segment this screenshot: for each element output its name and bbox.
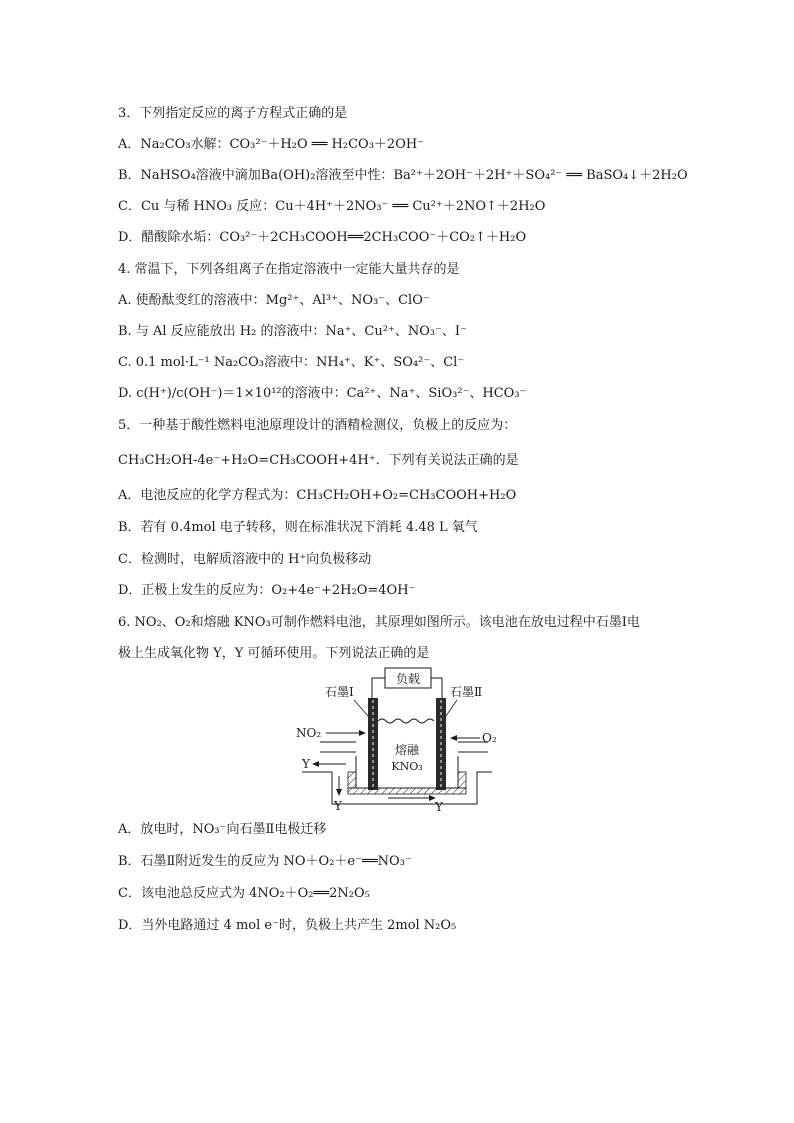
q4-option-d: D. c(H⁺)/c(OH⁻)＝1×10¹²的溶液中：Ca²⁺、Na⁺、SiO₃²⁻、HCO₃⁻ (118, 386, 527, 401)
gas-in-right-label: O₂ (482, 731, 497, 745)
wire-right (431, 678, 442, 698)
q5-stem: 5．一种基于酸性燃料电池原理设计的酒精检测仪，负极上的反应为： (118, 418, 517, 433)
load-label: 负载 (395, 672, 421, 686)
q4-option-c: C. 0.1 mol·L⁻¹ Na₂CO₃溶液中：NH₄⁺、K⁺、SO₄²⁻、Cl⁻ (118, 355, 465, 370)
hatch-bottom (348, 788, 466, 794)
q5-option-b: B．若有 0.4mol 电子转移，则在标准状况下消耗 4.48 L 氧气 (118, 520, 478, 535)
q5-option-a: A．电池反应的化学方程式为：CH₃CH₂OH+O₂=CH₃COOH+H₂O (118, 488, 517, 503)
electrode-left-leader (354, 700, 368, 716)
q6-stem-line2: 极上生成氧化物 Y，Y 可循环使用。下列说法正确的是 (118, 646, 430, 661)
q6-option-d: D．当外电路通过 4 mol e⁻时，负极上共产生 2mol N₂O₅ (118, 918, 457, 933)
q6-option-c: C．该电池总反应式为 4NO₂＋O₂══2N₂O₅ (118, 886, 370, 901)
q4-option-a: A. 使酚酞变红的溶液中：Mg²⁺、Al³⁺、NO₃⁻、ClO⁻ (118, 293, 430, 308)
q3-option-b: B．NaHSO₄溶液中滴加Ba(OH)₂溶液至中性：Ba²⁺＋2OH⁻＋2H⁺＋SO₄²⁻ ══ BaSO₄↓＋2H₂O (118, 168, 688, 183)
electrolyte-label-2: KNO₃ (391, 760, 423, 773)
q3-option-a: A．Na₂CO₃水解：CO₃²⁻＋H₂O ══ H₂CO₃＋2OH⁻ (118, 137, 425, 152)
electrolyte-label-1: 熔融 (394, 743, 420, 757)
wire-left (372, 678, 385, 698)
fuel-cell-diagram (292, 664, 502, 814)
q5-stem-line2: CH₃CH₂OH-4e⁻+H₂O=CH₃COOH+4H⁺．下列有关说法正确的是 (118, 453, 519, 468)
q5-option-d: D．正极上发生的反应为：O₂+4e⁻+2H₂O=4OH⁻ (118, 583, 416, 598)
electrode-right-leader (446, 700, 457, 716)
electrode-left-label: 石墨Ⅰ (325, 685, 354, 699)
q4-option-b: B. 与 Al 反应能放出 H₂ 的溶液中：Na⁺、Cu²⁺、NO₃⁻、I⁻ (118, 324, 467, 339)
q4-stem: 4. 常温下，下列各组离子在指定溶液中一定能大量共存的是 (118, 262, 460, 277)
electrode-right-label: 石墨Ⅱ (450, 685, 483, 699)
q3-option-d: D．醋酸除水垢：CO₃²⁻＋2CH₃COOH══2CH₃COO⁻＋CO₂↑＋H₂O (118, 230, 527, 245)
hatch-right (458, 772, 466, 788)
q3-stem: 3．下列指定反应的离子方程式正确的是 (118, 106, 348, 121)
electrolyte-surface (378, 719, 434, 723)
q3-option-c: C．Cu 与稀 HNO₃ 反应：Cu＋4H⁺＋2NO₃⁻ ══ Cu²⁺＋2NO↑＋2H₂O (118, 199, 546, 214)
hatch-left (348, 772, 356, 788)
q6-option-b: B．石墨Ⅱ附近发生的反应为 NO＋O₂＋e⁻══NO₃⁻ (118, 854, 412, 869)
product-bottom-label: Y (435, 800, 443, 814)
q5-option-c: C．检测时，电解质溶液中的 H⁺向负极移动 (118, 552, 372, 567)
q6-stem: 6. NO₂、O₂和熔融 KNO₃可制作燃料电池，其原理如图所示。该电池在放电过程中石墨Ⅰ电 (118, 615, 640, 630)
gas-in-left-label: NO₂ (296, 726, 322, 740)
product-out-label: Y (302, 757, 310, 771)
q6-option-a: A．放电时，NO₃⁻向石墨Ⅱ电极迁移 (118, 822, 327, 837)
product-down-label: Y (334, 799, 342, 813)
